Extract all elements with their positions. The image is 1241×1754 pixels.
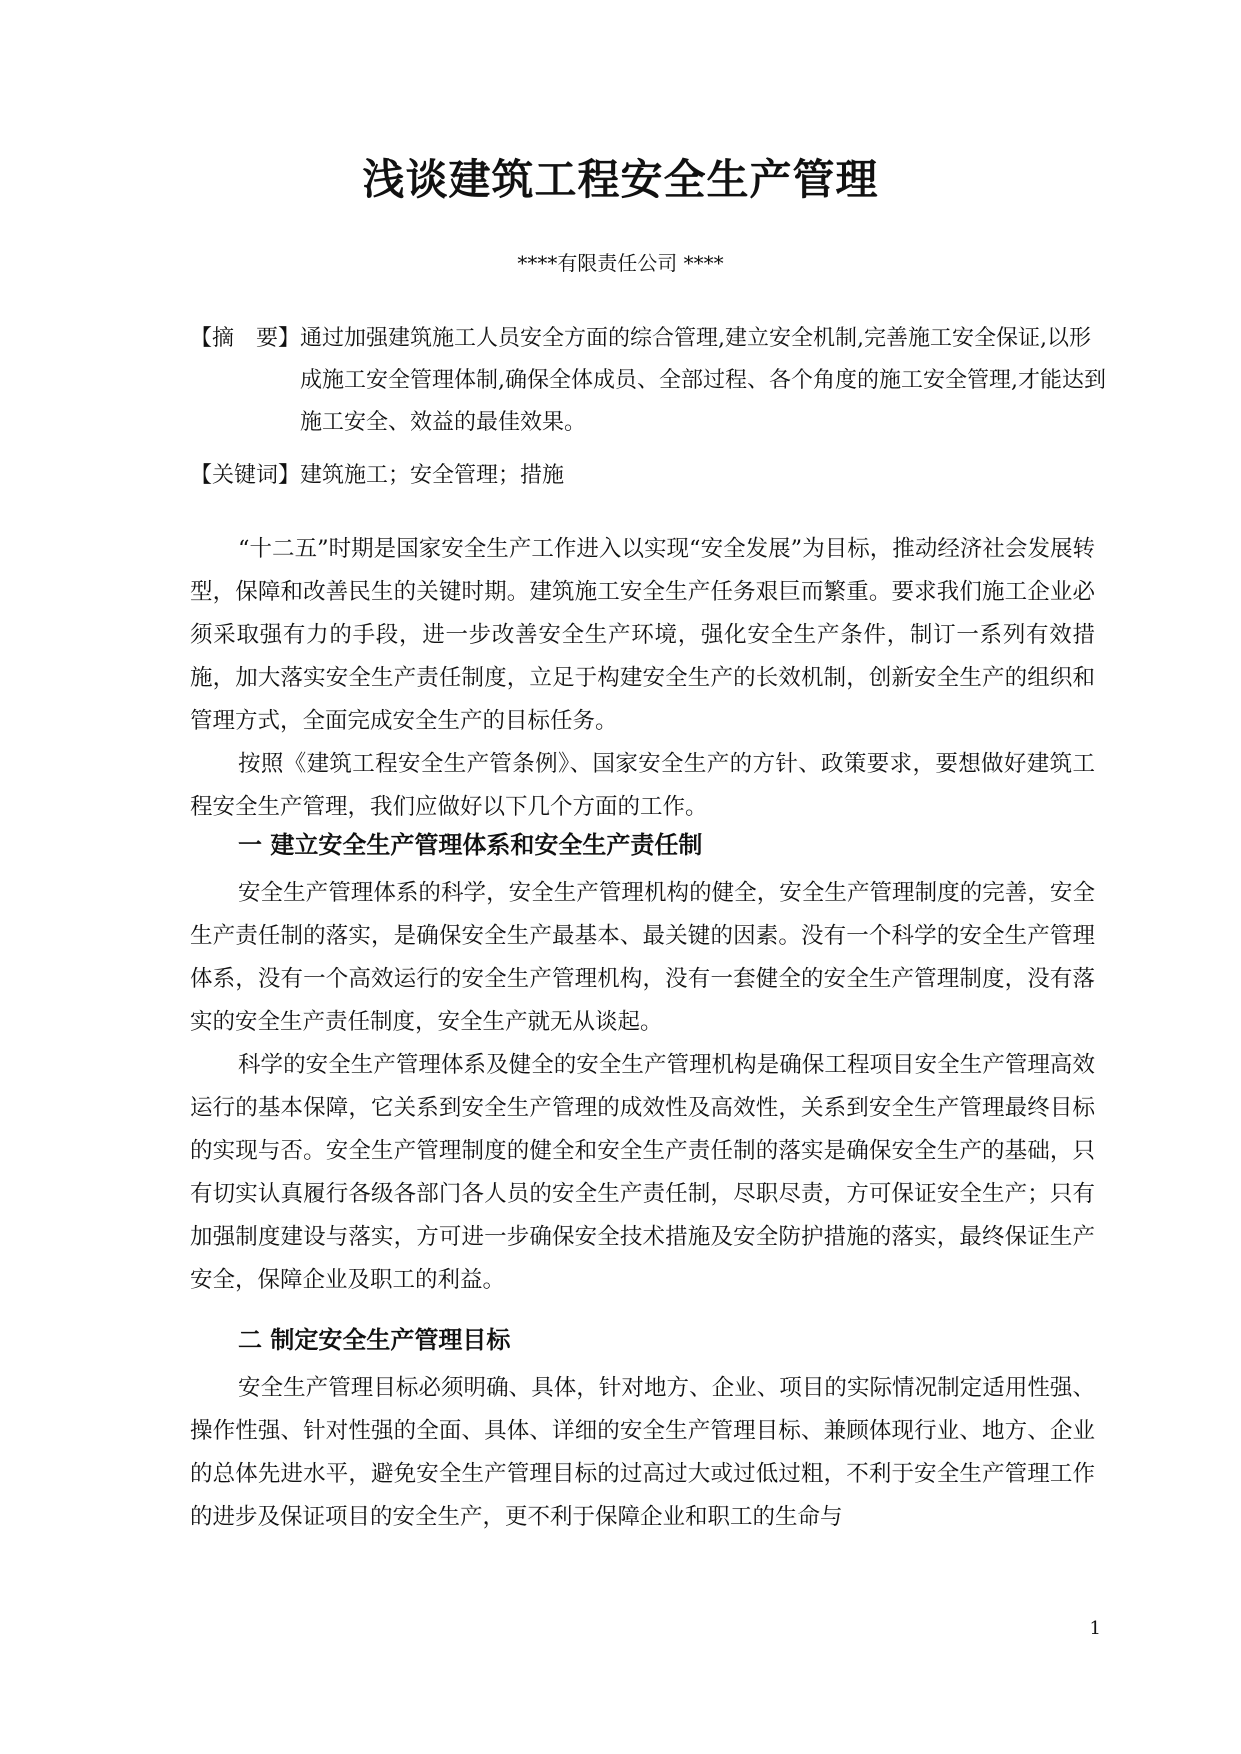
section-2-heading: 二 制定安全生产管理目标	[238, 1326, 511, 1354]
section-2-paragraph-1: 安全生产管理目标必须明确、具体，针对地方、企业、项目的实际情况制定适用性强、操作性强、针对性强的全面、具体、详细的安全生产管理目标、兼顾体现行业、地方、企业的总体先进水平，避免安全生产管理目标的过高过大或过低过粗，不利于安全生产管理工作的进步及保证项目的安全生产，更不利于保障企业和职工的生命与	[190, 1375, 1095, 1530]
page-number: 1	[1089, 1618, 1101, 1639]
keywords-line	[190, 455, 564, 497]
abstract-label: 【摘 要】	[190, 326, 301, 351]
keywords-label: 【关键词】	[190, 463, 301, 488]
section-1-paragraph-1: 安全生产管理体系的科学，安全生产管理机构的健全，安全生产管理制度的完善，安全生产责任制的落实，是确保安全生产最基本、最关键的因素。没有一个科学的安全生产管理体系，没有一个高效运行的安全生产管理机构，没有一套健全的安全生产管理制度，没有落实的安全生产责任制度，安全生产就无从谈起。	[190, 880, 1095, 1035]
document-title: 浅谈建筑工程安全生产管理	[362, 155, 879, 204]
author-line: ****有限责任公司 ****	[517, 251, 724, 275]
section-1-heading: 一 建立安全生产管理体系和安全生产责任制	[238, 831, 703, 859]
abstract-block	[190, 318, 1110, 444]
abstract-text: 通过加强建筑施工人员安全方面的综合管理,建立安全机制,完善施工安全保证,以形成施工安全管理体制,确保全体成员、全部过程、各个角度的施工安全管理,才能达到施工安全、效益的最佳效果。	[300, 326, 1106, 435]
intro-paragraph-1: “十二五”时期是国家安全生产工作进入以实现“安全发展”为目标，推动经济社会发展转型，保障和改善民生的关键时期。建筑施工安全生产任务艰巨而繁重。要求我们施工企业必须采取强有力的手段，进一步改善安全生产环境，强化安全生产条件，制订一系列有效措施，加大落实安全生产责任制度，立足于构建安全生产的长效机制，创新安全生产的组织和管理方式，全面完成安全生产的目标任务。	[190, 536, 1095, 734]
section-1-paragraph-2: 科学的安全生产管理体系及健全的安全生产管理机构是确保工程项目安全生产管理高效运行的基本保障，它关系到安全生产管理的成效性及高效性，关系到安全生产管理最终目标的实现与否。安全生产管理制度的健全和安全生产责任制的落实是确保安全生产的基础，只有切实认真履行各级各部门各人员的安全生产责任制，尽职尽责，方可保证安全生产；只有加强制度建设与落实，方可进一步确保安全技术措施及安全防护措施的落实，最终保证生产安全，保障企业及职工的利益。	[190, 1052, 1095, 1293]
keywords-text: 建筑施工；安全管理；措施	[300, 463, 565, 488]
intro-paragraph-2: 按照《建筑工程安全生产管条例》、国家安全生产的方针、政策要求，要想做好建筑工程安全生产管理，我们应做好以下几个方面的工作。	[190, 751, 1095, 820]
